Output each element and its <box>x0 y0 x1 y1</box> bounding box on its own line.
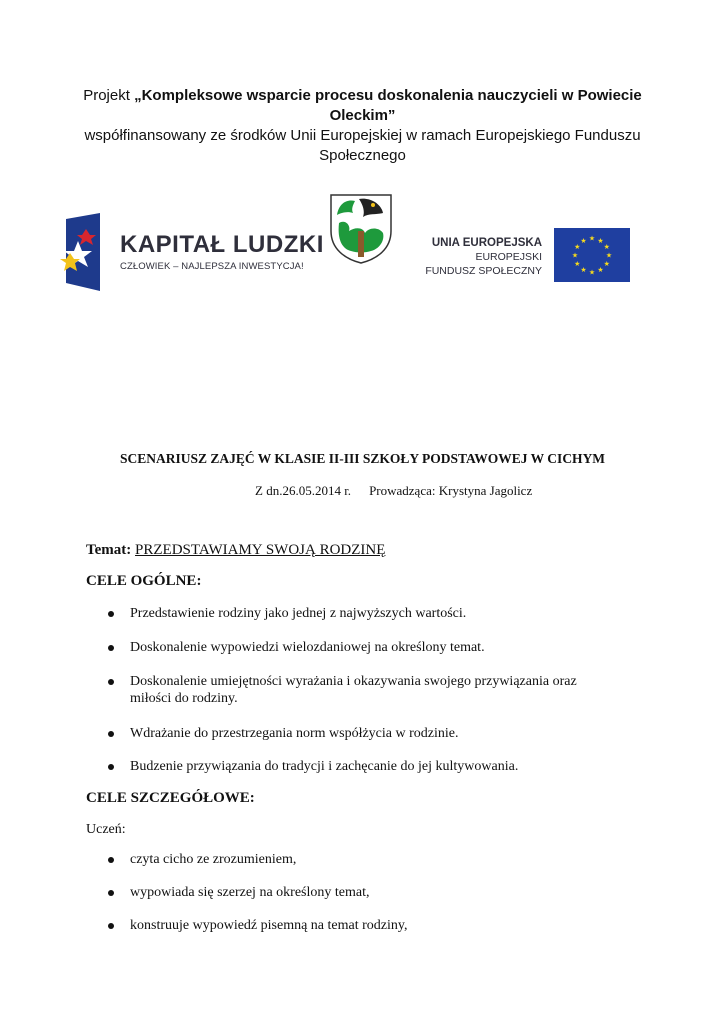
topic-value: PRZEDSTAWIAMY SWOJĄ RODZINĘ <box>135 542 386 558</box>
list-item: Przedstawienie rodziny jako jednej z najwyższych wartości. <box>104 605 466 622</box>
kapital-ludzki-subtitle: CZŁOWIEK – NAJLEPSZA INWESTYCJA! <box>120 261 304 272</box>
bullet-icon <box>108 923 114 929</box>
unia-europejska-line2: EUROPEJSKI <box>475 251 542 263</box>
list-item: konstruuje wypowiedź pisemną na temat rodziny, <box>104 917 407 934</box>
date-line <box>255 483 532 499</box>
header-prefix: Projekt <box>83 87 135 104</box>
general-goals-heading: CELE OGÓLNE: <box>86 573 202 589</box>
header-cofinance-line-cont: Społecznego <box>319 147 406 164</box>
eu-star-icon: ★ <box>580 236 587 245</box>
bullet-icon <box>108 764 114 770</box>
eu-star-icon: ★ <box>603 243 610 251</box>
bullet-icon <box>108 857 114 863</box>
eu-star-icon: ★ <box>603 260 610 268</box>
eu-star-icon: ★ <box>574 260 581 268</box>
eu-star-icon: ★ <box>588 268 596 277</box>
header-project-name: „Kompleksowe wsparcie procesu doskonalenia nauczycieli w Powiecie <box>134 87 642 104</box>
header-cofinance-line: współfinansowany ze środków Unii Europejskiej w ramach Europejskiego Funduszu <box>84 127 641 144</box>
unia-europejska-line1: UNIA EUROPEJSKA <box>431 237 542 249</box>
bullet-icon <box>108 890 114 896</box>
powiat-olecki-crest-icon <box>329 193 393 265</box>
header-project-name-cont: Oleckim” <box>329 107 396 124</box>
logo-bar <box>0 0 725 300</box>
teacher-name: Prowadząca: Krystyna Jagolicz <box>369 483 533 498</box>
kapital-ludzki-text <box>120 232 324 272</box>
list-item: Wdrażanie do przestrzegania norm współżycia w rodzinie. <box>104 725 458 742</box>
eu-star-icon: ★ <box>580 266 587 275</box>
bullet-icon <box>108 611 114 617</box>
eu-flag-icon <box>554 228 630 282</box>
eu-star-icon: ★ <box>597 266 604 275</box>
eu-star-icon: ★ <box>574 243 581 251</box>
eu-star-icon: ★ <box>605 251 613 260</box>
topic-label: Temat: <box>86 542 136 558</box>
bullet-icon <box>108 645 114 651</box>
kapital-ludzki-title: KAPITAŁ LUDZKI <box>120 231 324 258</box>
scenario-title: SCENARIUSZ ZAJĘĆ W KLASIE II-III SZKOŁY PODSTAWOWEJ W CICHYM <box>119 451 606 466</box>
eu-star-icon: ★ <box>571 251 579 260</box>
bullet-icon <box>108 679 114 685</box>
bullet-icon <box>108 731 114 737</box>
list-item: wypowiada się szerzej na określony temat, <box>104 884 369 901</box>
list-item: Budzenie przywiązania do tradycji i zachęcanie do jej kultywowania. <box>104 758 518 775</box>
topic-line <box>86 542 385 559</box>
eu-star-icon: ★ <box>588 234 596 243</box>
list-item: Doskonalenie umiejętności wyrażania i okazywania swojego przywiązania oraz miłości do rodziny. <box>104 673 620 707</box>
lesson-date: Z dn.26.05.2014 r. <box>255 483 352 498</box>
list-item: czyta cicho ze zrozumieniem, <box>104 851 296 868</box>
list-item: Doskonalenie wypowiedzi wielozdaniowej na określony temat. <box>104 639 485 656</box>
student-label: Uczeń: <box>86 822 126 837</box>
unia-europejska-text <box>420 236 542 278</box>
specific-goals-heading: CELE SZCZEGÓŁOWE: <box>86 790 255 806</box>
eu-star-icon: ★ <box>597 236 604 245</box>
unia-europejska-line3: FUNDUSZ SPOŁECZNY <box>425 265 542 277</box>
kapital-ludzki-logo-icon <box>60 213 106 293</box>
